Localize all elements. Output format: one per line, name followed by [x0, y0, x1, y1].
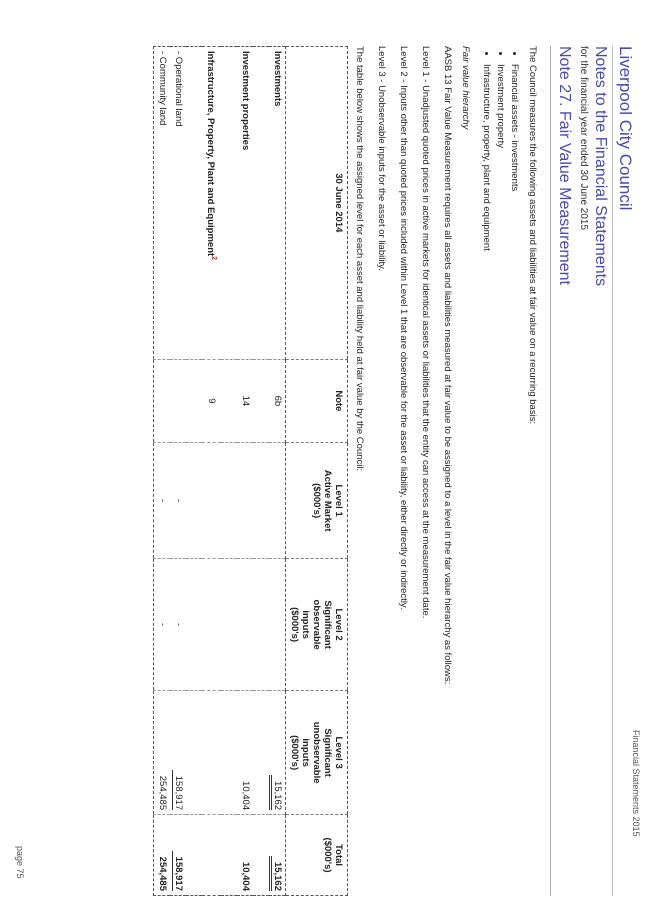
header-level2: Level 2 Significant observable inputs ($000's)	[286, 559, 348, 691]
fair-value-table	[153, 46, 348, 896]
list-item: • Financial assets - investments	[507, 64, 521, 251]
intro-text: The Council measures the following assets and liabilities at fair value on a recurring basis:	[527, 46, 538, 425]
level1-text: Level 1 - Unadjusted quoted prices in active markets for identical assets or liabilities that the entity can access at the measurement date.	[420, 46, 431, 619]
list-item: • Investment property	[493, 64, 507, 251]
header-level3: Level 3 Significant unobservable inputs ($000's)	[286, 691, 348, 815]
notes-title: Notes to the Financial Statements	[592, 46, 609, 287]
asset-list	[479, 46, 521, 251]
header-note: Note	[286, 359, 348, 443]
table-header-row	[286, 47, 348, 896]
table-row: Investments 6b 15,162 15,162	[269, 47, 286, 896]
header-divider	[612, 46, 613, 896]
aasb-text: AASB 13 Fair Value Measurement requires all assets and liabilities measured at fair value to be assigned to a level in the fair value hierarchy as follows:	[442, 46, 453, 685]
level2-text: Level 2 - Inputs other than quoted prices included within Level 1 that are observable for the asset or liability, either directly or indirectly.	[398, 46, 409, 610]
table-intro: The table below shows the assigned level for each asset and liability held at fair value by the Council:	[354, 46, 365, 472]
header-date: 30 June 2014	[286, 47, 348, 360]
table-row: - Operational land - - 158,917 158,917	[170, 47, 186, 896]
header-total: Total ($000's)	[286, 815, 348, 896]
table-row: Infrastructure, Property, Plant and Equipment$^2$ 9	[202, 47, 221, 896]
page-number: page 75	[15, 846, 25, 879]
note-divider	[550, 46, 551, 896]
header-level1: Level 1 Active Market ($000's)	[286, 443, 348, 559]
list-item: • Infrastructure, property, plant and equipment	[479, 64, 493, 251]
fair-value-heading: Fair value hierarchy	[460, 46, 471, 130]
statements-label: Financial Statements 2015	[631, 730, 641, 837]
level3-text: Level 3 - Unobservable inputs for the asset or liability.	[376, 46, 387, 271]
council-name: Liverpool City Council	[616, 46, 635, 211]
table-row: Investment properties 14 10,404 10,404	[237, 47, 253, 896]
note-title: Note 27. Fair Value Measurement	[556, 46, 573, 285]
table-row: - Community land - - 254,485 254,485	[153, 47, 170, 896]
notes-subtitle: for the financial year ended 30 June 2015	[578, 46, 589, 231]
